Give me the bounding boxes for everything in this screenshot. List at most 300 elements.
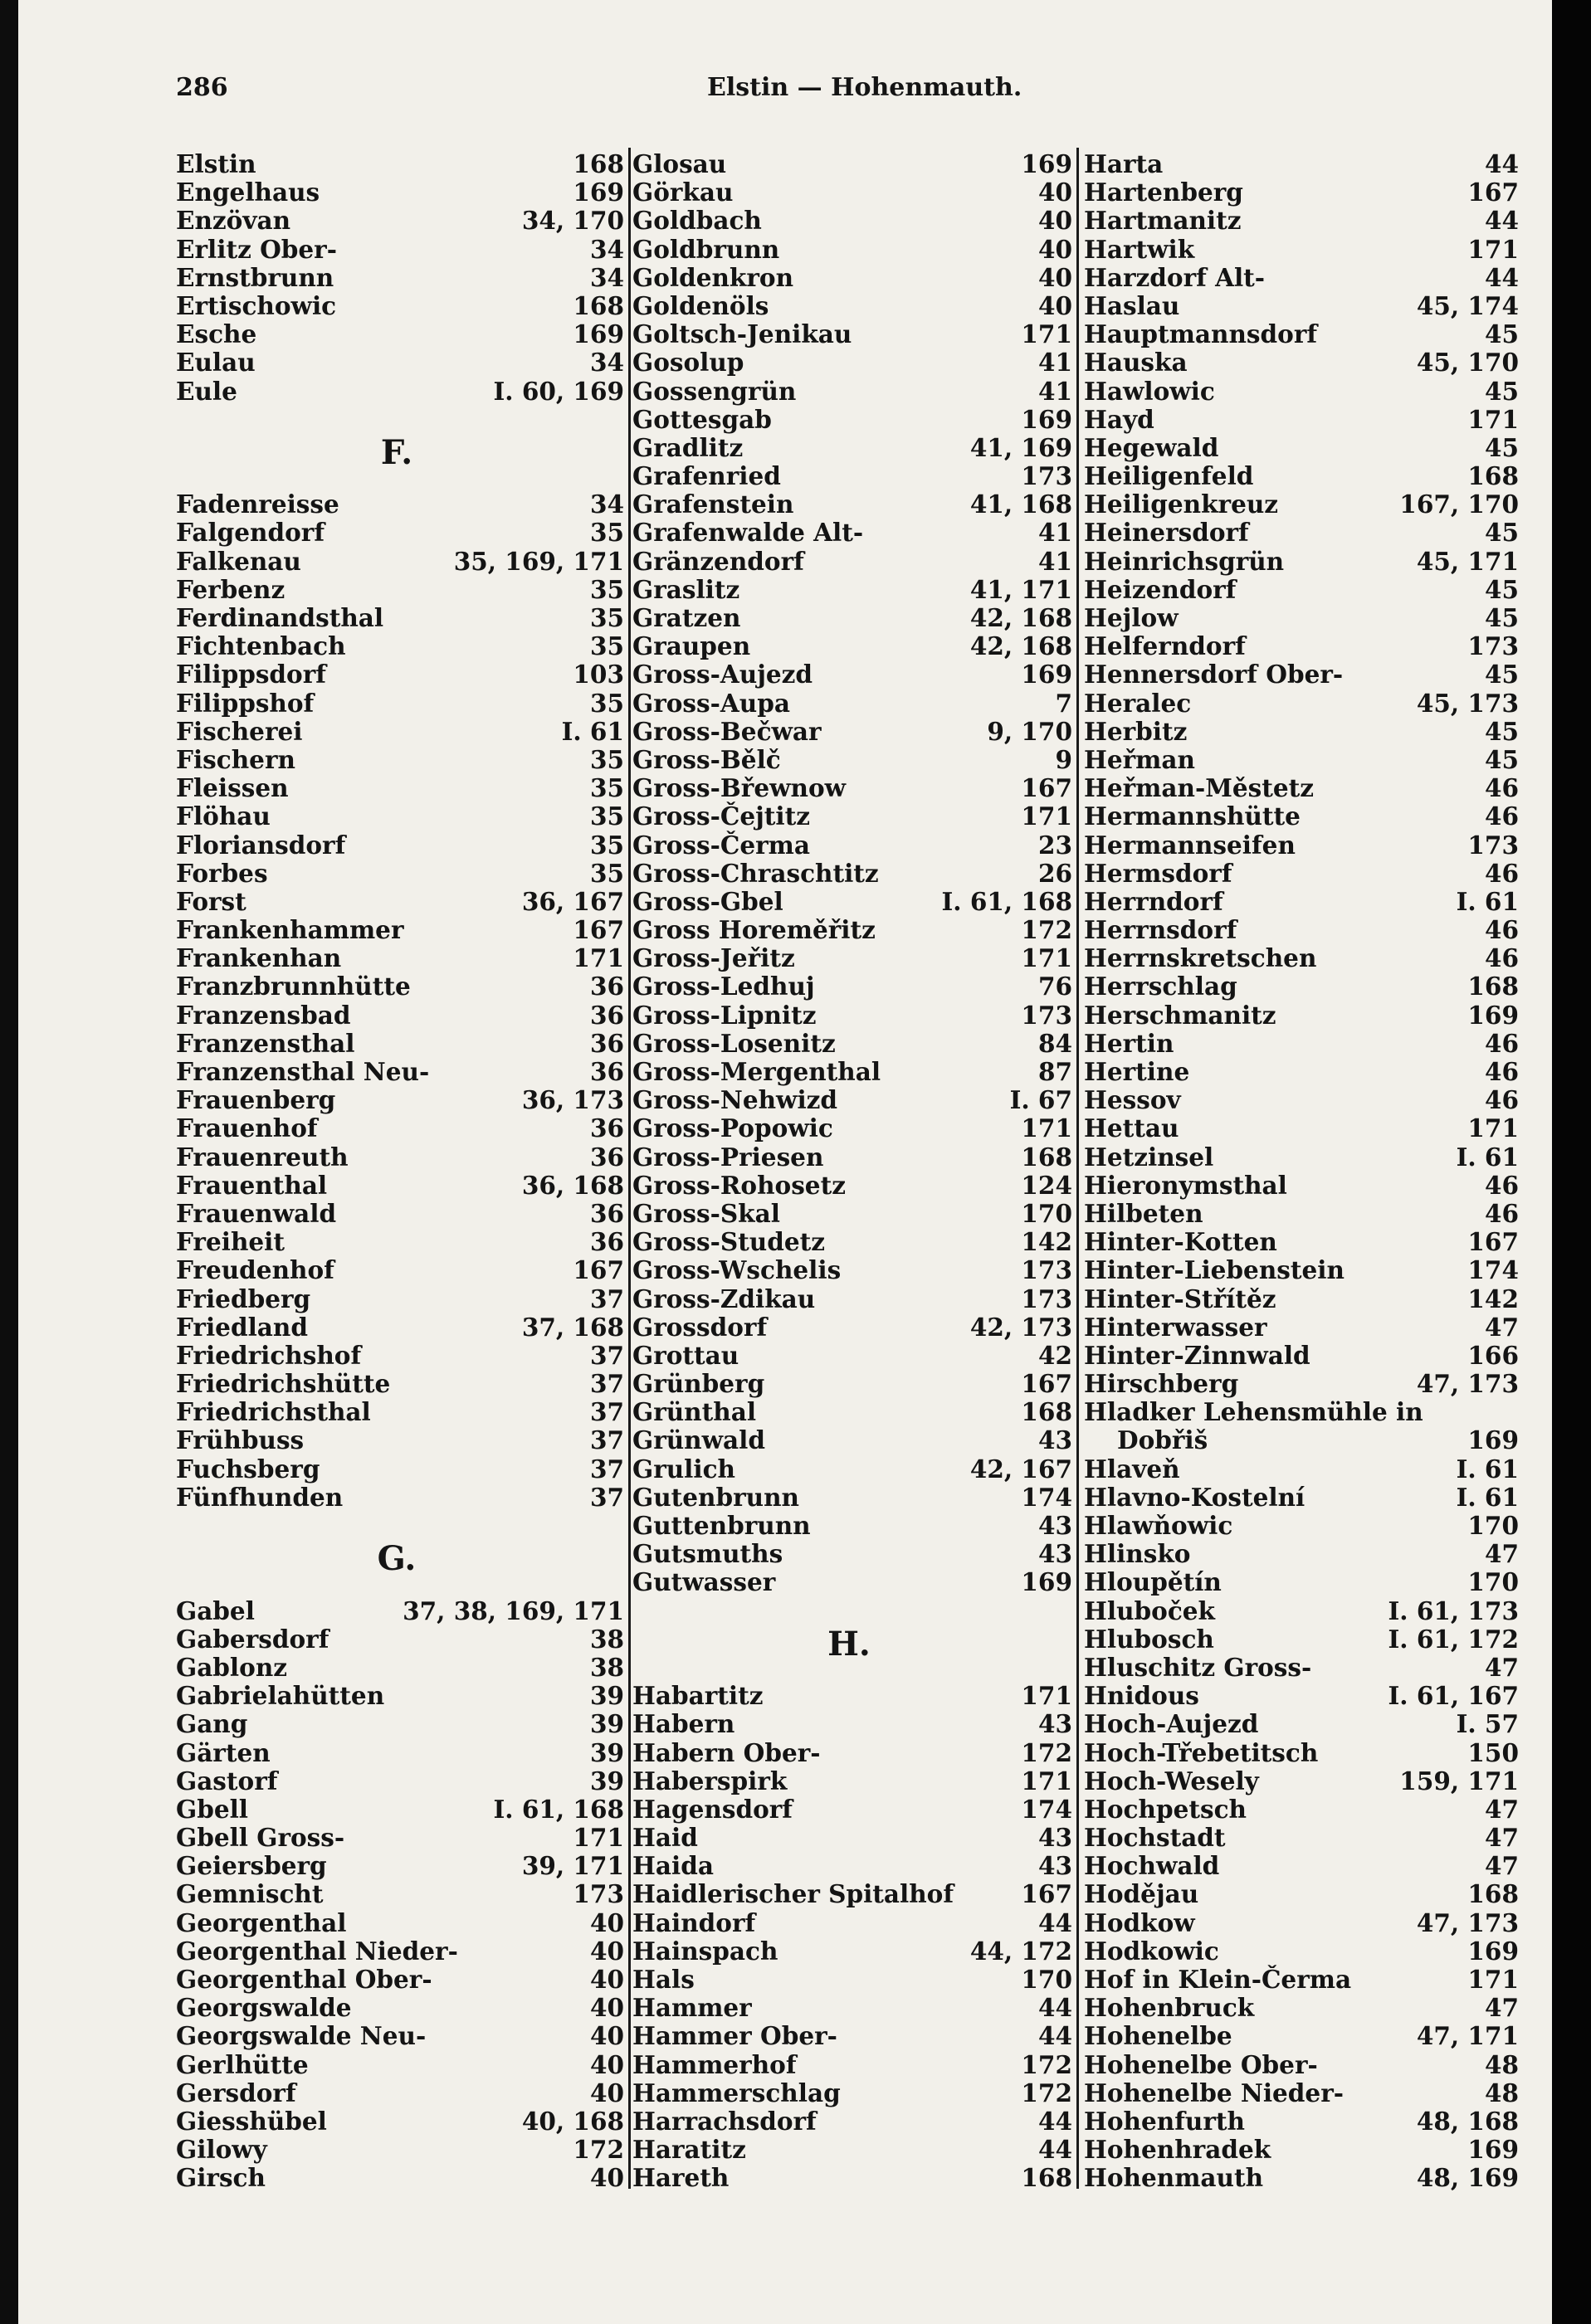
page-reference: 40 bbox=[1037, 178, 1072, 207]
page-reference: 39 bbox=[589, 1709, 624, 1739]
place-name: Gastorf bbox=[176, 1766, 278, 1795]
page-reference: 171 bbox=[573, 943, 624, 973]
place-name: Gross-Mergenthal bbox=[632, 1057, 881, 1086]
place-name: Gross-Priesen bbox=[632, 1142, 824, 1172]
place-name: Haratitz bbox=[632, 2135, 746, 2165]
page-reference: 45 bbox=[1484, 716, 1519, 746]
page-reference: 171 bbox=[1467, 234, 1519, 264]
index-entry bbox=[632, 2135, 1072, 2163]
place-name: Forst bbox=[176, 886, 246, 916]
index-entry bbox=[632, 1596, 1072, 1625]
page-reference: 169 bbox=[1021, 149, 1072, 178]
index-entry bbox=[1084, 2107, 1519, 2135]
page-reference: 35 bbox=[589, 688, 624, 718]
index-entry bbox=[632, 348, 1072, 376]
page-reference: 35 bbox=[589, 801, 624, 831]
place-name: Gerlhütte bbox=[176, 2049, 309, 2079]
index-entry bbox=[632, 575, 1072, 603]
index-column-2 bbox=[632, 149, 1072, 2192]
page-reference: 174 bbox=[1467, 1255, 1519, 1285]
page-reference: 34, 170 bbox=[521, 206, 624, 236]
index-entry bbox=[632, 2021, 1072, 2049]
place-name: Gang bbox=[176, 1709, 248, 1739]
place-name: Gutsmuths bbox=[632, 1539, 783, 1569]
page-reference: 168 bbox=[1467, 461, 1519, 491]
place-name: Graupen bbox=[632, 631, 751, 661]
page-reference: 36, 173 bbox=[521, 1085, 624, 1115]
page-reference: 47 bbox=[1484, 1794, 1519, 1824]
page-reference: 43 bbox=[1037, 1823, 1072, 1853]
section-heading: H. bbox=[827, 1624, 871, 1664]
index-entry bbox=[632, 915, 1072, 943]
page-reference: 40 bbox=[589, 2078, 624, 2107]
page-reference: 34 bbox=[589, 348, 624, 378]
page-reference: 46 bbox=[1484, 858, 1519, 888]
page-reference: 124 bbox=[1021, 1170, 1072, 1200]
place-name: Grafenstein bbox=[632, 490, 794, 519]
page-reference: 42, 173 bbox=[969, 1312, 1072, 1342]
index-entry bbox=[176, 1965, 624, 1993]
place-name: Gross-Wschelis bbox=[632, 1255, 842, 1285]
index-entry bbox=[176, 1625, 624, 1653]
index-entry bbox=[1084, 433, 1519, 461]
place-name: Hetzinsel bbox=[1084, 1142, 1214, 1172]
place-name: Frauenreuth bbox=[176, 1142, 349, 1172]
place-name: Hohenbruck bbox=[1084, 1993, 1255, 2023]
page-reference: 150 bbox=[1467, 1737, 1519, 1767]
place-name: Fichtenbach bbox=[176, 631, 346, 661]
place-name: Hof in Klein-Čerma bbox=[1084, 1965, 1352, 1994]
page-reference: 41 bbox=[1037, 376, 1072, 406]
index-entry bbox=[632, 1908, 1072, 1937]
place-name: Flöhau bbox=[176, 801, 271, 831]
page-reference: 42, 168 bbox=[969, 603, 1072, 632]
place-name: Hochstadt bbox=[1084, 1823, 1226, 1853]
place-name: Hinter-Zinnwald bbox=[1084, 1340, 1310, 1370]
place-name: Franzensthal bbox=[176, 1028, 355, 1058]
place-name: Hlaveň bbox=[1084, 1454, 1180, 1484]
index-entry bbox=[176, 1001, 624, 1029]
page-reference: 45 bbox=[1484, 744, 1519, 774]
place-name: Frauenwald bbox=[176, 1198, 337, 1228]
index-entry bbox=[632, 1113, 1072, 1142]
place-name: Gross-Břewnow bbox=[632, 773, 847, 803]
place-name: Georgenthal Nieder- bbox=[176, 1936, 458, 1966]
page-reference: 40 bbox=[1037, 262, 1072, 292]
place-name: Gross-Bělč bbox=[632, 744, 781, 774]
place-name: Franzensthal Neu- bbox=[176, 1057, 430, 1086]
index-entry bbox=[176, 603, 624, 631]
page-reference: 40 bbox=[589, 1936, 624, 1966]
index-entry bbox=[176, 405, 624, 433]
index-entry bbox=[1084, 943, 1519, 972]
index-entry bbox=[632, 433, 1072, 461]
index-entry bbox=[176, 235, 624, 263]
page-reference: 9 bbox=[1055, 744, 1072, 774]
index-entry bbox=[1084, 2050, 1519, 2078]
place-name: Hertin bbox=[1084, 1028, 1174, 1058]
index-entry bbox=[176, 490, 624, 518]
index-entry bbox=[1084, 1425, 1519, 1454]
index-entry bbox=[176, 1227, 624, 1255]
page-reference: 44 bbox=[1037, 1907, 1072, 1937]
page-reference: 167 bbox=[573, 1255, 624, 1285]
place-name: Gablonz bbox=[176, 1652, 288, 1682]
page-reference: I. 61 bbox=[1456, 1454, 1519, 1484]
index-entry bbox=[632, 801, 1072, 830]
page-reference: 47, 173 bbox=[1416, 1369, 1519, 1399]
index-entry bbox=[1084, 235, 1519, 263]
place-name: Gilowy bbox=[176, 2135, 267, 2165]
place-name: Hinter-Liebenstein bbox=[1084, 1255, 1345, 1285]
page-reference: 46 bbox=[1484, 943, 1519, 973]
place-name: Fadenreisse bbox=[176, 490, 339, 519]
place-name: Friedrichshütte bbox=[176, 1369, 391, 1399]
index-entry bbox=[176, 1425, 624, 1454]
place-name: Gbell bbox=[176, 1794, 249, 1824]
index-entry bbox=[176, 1908, 624, 1937]
index-entry bbox=[1084, 689, 1519, 717]
page-reference: 38 bbox=[589, 1624, 624, 1654]
page-reference: 47 bbox=[1484, 1993, 1519, 2023]
page-reference: 36 bbox=[589, 1142, 624, 1172]
index-entry bbox=[632, 2050, 1072, 2078]
index-entry bbox=[632, 717, 1072, 745]
index-entry bbox=[632, 1851, 1072, 1879]
place-name: Freiheit bbox=[176, 1227, 285, 1257]
place-name: Haid bbox=[632, 1823, 698, 1853]
place-name: Gross-Čejtitz bbox=[632, 801, 811, 831]
page-reference: 46 bbox=[1484, 915, 1519, 945]
page-reference: 37, 38, 169, 171 bbox=[403, 1596, 624, 1625]
index-entry bbox=[1084, 2135, 1519, 2163]
index-entry bbox=[1084, 1511, 1519, 1539]
index-entry bbox=[176, 773, 624, 801]
index-entry bbox=[1084, 461, 1519, 490]
place-name: Frauenthal bbox=[176, 1170, 328, 1200]
place-name: Hodkowic bbox=[1084, 1936, 1219, 1966]
index-entry bbox=[176, 377, 624, 405]
page-reference: 169 bbox=[1021, 660, 1072, 689]
index-entry bbox=[176, 1937, 624, 1965]
page-reference: 37 bbox=[589, 1425, 624, 1455]
index-entry bbox=[1084, 178, 1519, 206]
page-reference: 43 bbox=[1037, 1425, 1072, 1455]
place-name: Georgswalde Neu- bbox=[176, 2021, 427, 2051]
place-name: Ertischowic bbox=[176, 290, 337, 320]
place-name: Hohenmauth bbox=[1084, 2163, 1264, 2193]
page-reference: 46 bbox=[1484, 1028, 1519, 1058]
page-reference: 41 bbox=[1037, 546, 1072, 576]
place-name: Hals bbox=[632, 1965, 695, 1994]
index-entry bbox=[176, 1454, 624, 1483]
place-name: Hayd bbox=[1084, 404, 1154, 434]
index-entry bbox=[1084, 1113, 1519, 1142]
page-reference: 42 bbox=[1037, 1340, 1072, 1370]
page-reference: 168 bbox=[1021, 1142, 1072, 1172]
page-reference: 47 bbox=[1484, 1539, 1519, 1569]
page-reference: 87 bbox=[1037, 1057, 1072, 1086]
page-reference: 34 bbox=[589, 490, 624, 519]
place-name: Goldbrunn bbox=[632, 234, 780, 264]
place-name: Fuchsberg bbox=[176, 1454, 320, 1484]
page-reference: 35 bbox=[589, 574, 624, 604]
page-reference: 169 bbox=[573, 319, 624, 349]
index-entry bbox=[176, 745, 624, 773]
page-reference: 35, 169, 171 bbox=[453, 546, 624, 576]
place-name: Gersdorf bbox=[176, 2078, 296, 2107]
page-reference: 171 bbox=[1021, 1681, 1072, 1711]
page-reference: 168 bbox=[1467, 972, 1519, 1001]
index-entry bbox=[632, 1057, 1072, 1085]
index-entry bbox=[632, 689, 1072, 717]
place-name: Ernstbrunn bbox=[176, 262, 334, 292]
index-entry bbox=[1084, 831, 1519, 859]
index-entry bbox=[632, 1567, 1072, 1596]
index-entry bbox=[1084, 1993, 1519, 2021]
index-entry bbox=[176, 1341, 624, 1369]
page-reference: 171 bbox=[1467, 1965, 1519, 1994]
index-entry bbox=[176, 2135, 624, 2163]
index-entry bbox=[1084, 1227, 1519, 1255]
index-entry bbox=[632, 518, 1072, 546]
page-reference: 35 bbox=[589, 744, 624, 774]
index-entry bbox=[632, 1937, 1072, 1965]
place-name: Herschmanitz bbox=[1084, 1000, 1276, 1030]
index-entry bbox=[632, 291, 1072, 319]
place-name: Hohenelbe Nieder- bbox=[1084, 2078, 1344, 2107]
place-name: Gross-Zdikau bbox=[632, 1284, 816, 1313]
page-reference: 167, 170 bbox=[1399, 490, 1519, 519]
place-name: Grünwald bbox=[632, 1425, 765, 1455]
page-reference: 46 bbox=[1484, 801, 1519, 831]
index-entry bbox=[1084, 2021, 1519, 2049]
index-entry bbox=[1084, 291, 1519, 319]
place-name: Hegewald bbox=[1084, 432, 1219, 462]
page-reference: 45 bbox=[1484, 376, 1519, 406]
place-name: Görkau bbox=[632, 178, 734, 207]
place-name: Harta bbox=[1084, 149, 1164, 178]
place-name: Graslitz bbox=[632, 574, 740, 604]
column-rule bbox=[1076, 148, 1079, 2189]
place-name: Habern bbox=[632, 1709, 735, 1739]
page-reference: 39 bbox=[589, 1737, 624, 1767]
index-entry bbox=[1084, 319, 1519, 348]
place-name: Hessov bbox=[1084, 1085, 1181, 1115]
page-reference: 171 bbox=[1021, 943, 1072, 973]
page-reference: 44 bbox=[1037, 2106, 1072, 2136]
page-reference: 169 bbox=[1021, 404, 1072, 434]
index-entry bbox=[632, 2163, 1072, 2191]
index-entry bbox=[1084, 717, 1519, 745]
index-entry bbox=[176, 631, 624, 660]
page-reference: I. 61 bbox=[1456, 1142, 1519, 1172]
page-reference: 44 bbox=[1037, 2021, 1072, 2051]
index-entry bbox=[1084, 1255, 1519, 1284]
index-entry bbox=[1084, 1738, 1519, 1766]
place-name: Geiersberg bbox=[176, 1851, 327, 1881]
page-reference: 47, 171 bbox=[1416, 2021, 1519, 2051]
place-name: Hartwik bbox=[1084, 234, 1195, 264]
index-entry bbox=[176, 1029, 624, 1057]
index-entry bbox=[632, 1369, 1072, 1397]
page-reference: 37 bbox=[589, 1454, 624, 1484]
place-name: Haida bbox=[632, 1851, 714, 1881]
index-entry bbox=[176, 859, 624, 887]
index-entry bbox=[176, 1284, 624, 1313]
place-name: Gross-Aujezd bbox=[632, 660, 813, 689]
index-entry bbox=[632, 1766, 1072, 1795]
place-name: Friedberg bbox=[176, 1284, 311, 1313]
index-entry bbox=[632, 1143, 1072, 1171]
place-name: Habartitz bbox=[632, 1681, 764, 1711]
index-entry bbox=[176, 1199, 624, 1227]
page-reference: 166 bbox=[1467, 1340, 1519, 1370]
index-entry bbox=[632, 319, 1072, 348]
page-reference: 45, 173 bbox=[1416, 688, 1519, 718]
place-name: Heinersdorf bbox=[1084, 518, 1249, 548]
page-number: 286 bbox=[176, 73, 228, 102]
place-name: Gärten bbox=[176, 1737, 271, 1767]
page-reference: I. 61, 172 bbox=[1388, 1624, 1519, 1654]
place-name: Hertine bbox=[1084, 1057, 1190, 1086]
page-reference: 36 bbox=[589, 972, 624, 1001]
index-entry bbox=[176, 1823, 624, 1851]
index-entry bbox=[1084, 1483, 1519, 1511]
index-entry bbox=[1084, 1539, 1519, 1567]
page-reference: 43 bbox=[1037, 1539, 1072, 1569]
place-name: Guttenbrunn bbox=[632, 1511, 811, 1540]
page-reference: 170 bbox=[1467, 1511, 1519, 1540]
index-entry bbox=[632, 1255, 1072, 1284]
place-name: Hermannshütte bbox=[1084, 801, 1301, 831]
place-name: Gbell Gross- bbox=[176, 1823, 345, 1853]
place-name: Gross-Bečwar bbox=[632, 716, 822, 746]
place-name: Hammerhof bbox=[632, 2049, 797, 2079]
index-entry bbox=[632, 1313, 1072, 1341]
page-reference: 47 bbox=[1484, 1823, 1519, 1853]
place-name: Falkenau bbox=[176, 546, 301, 576]
place-name: Hinter-Kotten bbox=[1084, 1227, 1277, 1257]
page-reference: 40 bbox=[589, 2049, 624, 2079]
place-name: Harrachsdorf bbox=[632, 2106, 817, 2136]
place-name: Heřman bbox=[1084, 744, 1195, 774]
index-entry bbox=[632, 1738, 1072, 1766]
index-entry bbox=[1084, 773, 1519, 801]
page-reference: 169 bbox=[1467, 2135, 1519, 2165]
place-name: Hlubosch bbox=[1084, 1624, 1214, 1654]
place-name: Gross-Jeřitz bbox=[632, 943, 795, 973]
page-reference: 45 bbox=[1484, 432, 1519, 462]
index-entry bbox=[176, 972, 624, 1000]
index-entry bbox=[632, 1001, 1072, 1029]
page-reference: 84 bbox=[1037, 1028, 1072, 1058]
page-reference: 47 bbox=[1484, 1851, 1519, 1881]
index-entry bbox=[176, 660, 624, 688]
page-reference: 173 bbox=[1021, 1255, 1072, 1285]
index-entry bbox=[176, 1171, 624, 1199]
page-reference: 168 bbox=[1467, 1879, 1519, 1909]
index-entry bbox=[176, 831, 624, 859]
index-entry bbox=[632, 1199, 1072, 1227]
page-reference: 103 bbox=[573, 660, 624, 689]
page-reference: 40, 168 bbox=[521, 2106, 624, 2136]
page-reference: 35 bbox=[589, 631, 624, 661]
place-name: Gross-Čerma bbox=[632, 830, 810, 860]
page-reference: 23 bbox=[1037, 830, 1072, 860]
index-entry bbox=[176, 915, 624, 943]
page-reference: 173 bbox=[1021, 461, 1072, 491]
index-entry bbox=[632, 1795, 1072, 1823]
page-reference: I. 61 bbox=[561, 716, 624, 746]
place-name: Hohenelbe Ober- bbox=[1084, 2049, 1318, 2079]
place-name: Grafenried bbox=[632, 461, 781, 491]
index-entry bbox=[176, 1369, 624, 1397]
page-reference: I. 61, 173 bbox=[1388, 1596, 1519, 1625]
page-reference: 45 bbox=[1484, 319, 1519, 349]
place-name: Hoch-Aujezd bbox=[1084, 1709, 1259, 1739]
index-entry bbox=[176, 206, 624, 234]
page-reference: 48 bbox=[1484, 2078, 1519, 2107]
page-reference: 170 bbox=[1021, 1198, 1072, 1228]
place-name: Grulich bbox=[632, 1454, 736, 1484]
page-reference: 142 bbox=[1021, 1227, 1072, 1257]
index-column-1 bbox=[176, 149, 624, 2192]
place-name: Gross-Losenitz bbox=[632, 1028, 836, 1058]
index-entry bbox=[1084, 206, 1519, 234]
page-reference: 42, 167 bbox=[969, 1454, 1072, 1484]
place-name: Gross-Studetz bbox=[632, 1227, 826, 1257]
page-reference: 38 bbox=[589, 1652, 624, 1682]
place-name: Hluboček bbox=[1084, 1596, 1216, 1625]
page-reference: 40 bbox=[589, 1907, 624, 1937]
index-entry bbox=[176, 1851, 624, 1879]
place-name: Georgenthal Ober- bbox=[176, 1965, 432, 1994]
place-name: Goldenöls bbox=[632, 290, 769, 320]
index-entry bbox=[632, 1425, 1072, 1454]
index-entry bbox=[1084, 1313, 1519, 1341]
page-reference: 7 bbox=[1055, 688, 1072, 718]
place-name: Hermsdorf bbox=[1084, 858, 1232, 888]
place-name: Gross-Nehwizd bbox=[632, 1085, 838, 1115]
index-entry bbox=[632, 547, 1072, 575]
index-entry bbox=[632, 149, 1072, 178]
page-reference: 47 bbox=[1484, 1312, 1519, 1342]
page-reference: 45 bbox=[1484, 660, 1519, 689]
place-name: Falgendorf bbox=[176, 518, 325, 548]
place-name: Hohenfurth bbox=[1084, 2106, 1245, 2136]
index-entry bbox=[1084, 1199, 1519, 1227]
index-entry bbox=[176, 1057, 624, 1085]
page-reference: 46 bbox=[1484, 1057, 1519, 1086]
page-reference: 171 bbox=[573, 1823, 624, 1853]
index-entry bbox=[632, 745, 1072, 773]
index-entry bbox=[176, 1766, 624, 1795]
index-entry bbox=[1084, 1709, 1519, 1737]
place-name: Fleissen bbox=[176, 773, 289, 803]
index-entry bbox=[176, 2107, 624, 2135]
place-name: Hartenberg bbox=[1084, 178, 1243, 207]
place-name: Hieronymsthal bbox=[1084, 1170, 1287, 1200]
page-reference: 34 bbox=[589, 234, 624, 264]
page-reference: 171 bbox=[1021, 1113, 1072, 1143]
page-reference: 44 bbox=[1037, 1993, 1072, 2023]
page-reference: 169 bbox=[1021, 1567, 1072, 1597]
place-name: Esche bbox=[176, 319, 257, 349]
index-entry bbox=[632, 2107, 1072, 2135]
place-name: Fischern bbox=[176, 744, 295, 774]
page-reference: 168 bbox=[1021, 2163, 1072, 2193]
